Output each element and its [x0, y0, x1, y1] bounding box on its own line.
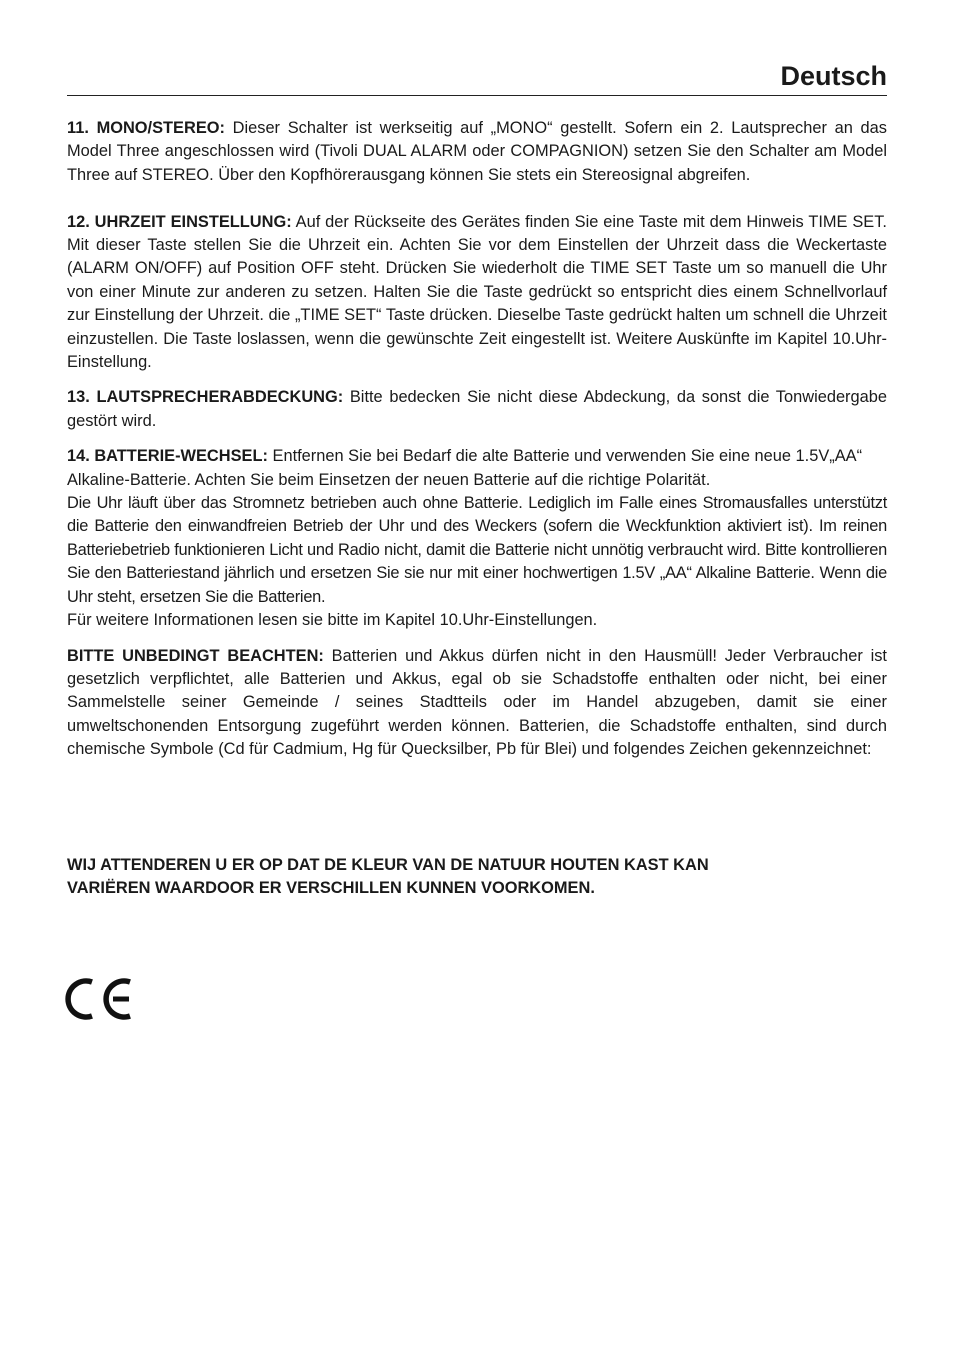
section-battery-change: [67, 445, 887, 632]
section-heading: BITTE UNBEDINGT BEACHTEN:: [67, 646, 324, 665]
section-text: Dieser Schalter ist werkseitig auf „MONO“ gestellt. Sofern ein 2. Lautsprecher an das Model Three angeschlossen wird (Tivoli DUAL ALARM oder COMPAGNION) setzen Sie den Schalter am Model Three auf STEREO. Über den Kopfhörerausgang können Sie stets ein Stereosignal abgreifen.: [67, 119, 887, 184]
section-heading: 11. MONO/STEREO:: [67, 119, 225, 137]
note-line: VARIËREN WAARDOOR ER VERSCHILLEN KUNNEN VOORKOMEN.: [67, 879, 595, 898]
section-speaker-cover: [67, 386, 887, 433]
ce-mark-icon: [64, 975, 136, 1028]
document-body: [67, 117, 887, 762]
section-time-set: [67, 211, 887, 375]
section-text: Auf der Rückseite des Gerätes finden Sie eine Taste mit dem Hinweis TIME SET. Mit dieser Taste stellen Sie die Uhrzeit ein. Achten Sie vor dem Einstellen der Uhrzeit dass die Weckertaste (ALARM ON/OFF) auf Position OFF steht. Drücken Sie wiederholt die TIME SET Taste um so manuell die Uhr von einer Minute zur anderen zu setzen. Halten Sie die Taste gedrückt so entspricht dies einem Schnellvorlauf zur Einstellung der Uhrzeit. die „TIME SET“ Taste drücken. Dieselbe Taste gedrückt halten um schnell die Uhrzeit einzustellen. Die Taste loslassen, wenn die gewünschte Zeit eingestellt ist. Weitere Auskünfte im Kapitel 10.Uhr-Einstellung.: [67, 212, 887, 372]
battery-paragraph: [67, 445, 887, 492]
page-title: Deutsch: [780, 61, 887, 91]
section-disposal-notice: [67, 645, 887, 762]
wood-color-note: [67, 854, 887, 901]
section-text: Batterien und Akkus dürfen nicht in den Hausmüll! Jeder Verbraucher ist gesetzlich verpflichtet, alle Batterien und Akkus, egal ob sie Schadstoffe enthalten oder nicht, bei einer Sammelstelle seiner Gemeinde / seines Stadtteils oder im Handel abzugeben, damit sie einer umweltschonenden Entsorgung zugeführt werden können. Batterien, die Schadstoffe enthalten, sind durch chemische Symbole (Cd für Cadmium, Hg für Quecksilber, Pb für Blei) und folgendes Zeichen gekennzeichnet:: [67, 646, 887, 759]
section-text: Bitte bedecken Sie nicht diese Abdeckung, da sonst die Tonwiedergabe gestört wird.: [67, 388, 887, 430]
section-heading: 12. UHRZEIT EINSTELLUNG:: [67, 212, 292, 231]
header-divider: [67, 95, 887, 96]
section-text: Entfernen Sie bei Bedarf die alte Batterie und verwenden Sie eine neue 1.5V„AA“ Alkaline-Batterie. Achten Sie beim Einsetzen der neuen Batterie auf die richtige Polarität.: [67, 447, 863, 489]
section-heading: 13. LAUTSPRECHERABDECKUNG:: [67, 388, 344, 407]
section-heading: 14. BATTERIE-WECHSEL:: [67, 447, 268, 466]
battery-details: Die Uhr läuft über das Stromnetz betrieben auch ohne Batterie. Lediglich im Falle eines Stromausfalles unterstützt die Batterie den einwandfreien Betrieb der Uhr und des Weckers (sofern die Weckfunktion aktiviert ist). Im reinen Batteriebetrieb funktionieren Licht und Radio nicht, damit die Batterie nicht unnötig verbraucht wird. Bitte kontrollieren Sie den Batteriestand jährlich und ersetzen Sie sie nur mit einer hochwertigen 1.5V „AA“ Alkaline Batterie. Wenn die Uhr steht, ersetzen Sie die Batterien.: [67, 494, 887, 606]
section-mono-stereo: [67, 117, 887, 187]
battery-reference: Für weitere Informationen lesen sie bitte im Kapitel 10.Uhr-Einstellungen.: [67, 611, 598, 630]
note-line: WIJ ATTENDEREN U ER OP DAT DE KLEUR VAN DE NATUUR HOUTEN KAST KAN: [67, 856, 709, 874]
